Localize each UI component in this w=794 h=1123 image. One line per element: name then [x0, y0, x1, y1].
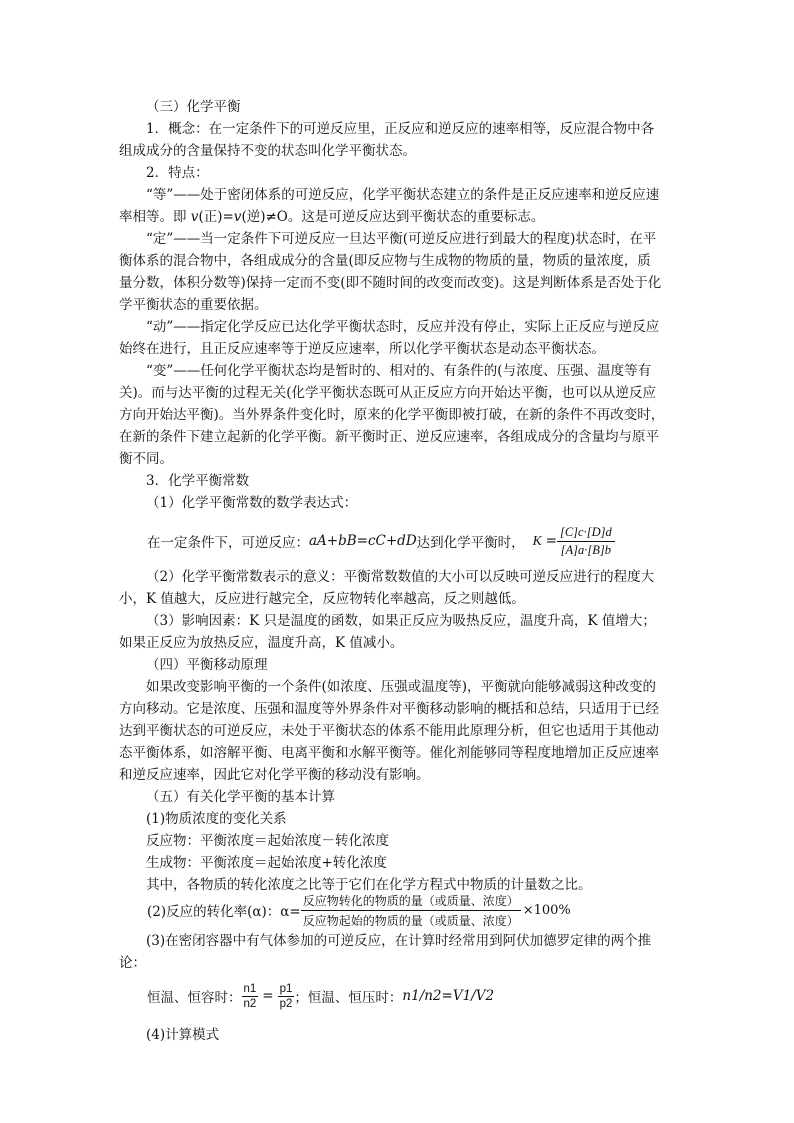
calc3-line-2: 论： — [119, 955, 146, 971]
p-ratio-fraction — [278, 983, 295, 1010]
k-expression-row — [119, 518, 675, 564]
text-segment: (正)= — [198, 209, 234, 225]
feature-bian-line-1: “变”——任何化学平衡状态均是暂时的、相对的、有条件的(与浓度、压强、温度等有 — [146, 363, 652, 379]
calc1-reactant: 反应物：平衡浓度＝起始浓度－转化浓度 — [146, 833, 389, 849]
k2-line-2: 小，K 值越大，反应进行越完全，反应物转化率越高，反之则越低。 — [119, 591, 525, 607]
equals-sign: = — [262, 988, 274, 1004]
k-expression-suffix: 达到化学平衡时， — [416, 535, 525, 551]
spacer — [119, 1016, 675, 1024]
feature-ding-line-2: 衡体系的混合物中，各组成成分的含量(即反应物与生成物的物质的量，物质的量浓度，质 — [119, 253, 651, 269]
law-const-tp-relation: n1/n2=V1/V2 — [402, 988, 495, 1004]
feature-bian-line-2: 关)。而与达平衡的过程无关(化学平衡状态既可从正反应方向开始达平衡，也可以从逆反应 — [119, 385, 657, 401]
section-title-shift-principle: （四）平衡移动原理 — [146, 657, 268, 673]
feature-dong-line-1: “动”——指定化学反应已达化学平衡状态时，反应并没有停止，实际上正反应与逆反应 — [146, 319, 660, 335]
document-body — [119, 96, 675, 1046]
n-ratio-denominator: n2 — [243, 997, 257, 1010]
velocity-symbol: v — [233, 209, 242, 225]
conversion-rate-prefix: (2)反应的转化率(α)：α= — [147, 904, 301, 920]
le-chatelier-line-3: 达到平衡状态的可逆反应，未处于平衡状态的体系不能用此原理分析，但它也适用于其他动 — [119, 723, 659, 739]
avogadro-law-row — [119, 976, 675, 1016]
feature-ding-line-4: 学平衡状态的重要依据。 — [119, 297, 268, 313]
k-denominator: [A]a·[B]b — [560, 542, 612, 557]
equals-sign: = — [545, 533, 557, 549]
le-chatelier-line-5: 和逆反应速率，因此它对化学平衡的移动没有影响。 — [119, 767, 430, 783]
concept-line-1: 1．概念：在一定条件下的可逆反应里，正反应和逆反应的速率相等，反应混合物中各 — [146, 121, 655, 137]
k-expression-prefix: 在一定条件下，可逆反应： — [147, 535, 309, 551]
calc1-product: 生成物：平衡浓度＝起始浓度+转化浓度 — [146, 855, 387, 871]
k-section-title: 3．化学平衡常数 — [146, 473, 250, 489]
feature-deng-line-1: “等”——处于密闭体系的可逆反应，化学平衡状态建立的条件是正反应速率和逆反应速 — [146, 187, 660, 203]
feature-ding-line-1: “定”——当一定条件下可逆反应一旦达平衡(可逆反应进行到最大的程度)状态时，在平 — [146, 231, 657, 247]
features-title: 2．特点： — [146, 165, 209, 181]
feature-bian-line-5: 衡不同。 — [119, 451, 173, 467]
k-symbol: K — [532, 533, 542, 548]
calc4-title: (4)计算模式 — [146, 1027, 220, 1043]
feature-bian-line-3: 方向开始达平衡)。当外界条件变化时，原来的化学平衡即被打破，在新的条件不再改变时， — [119, 407, 665, 423]
feature-ding-line-3: 量分数，体积分数等)保持一定而不变(即不随时间的改变而改变)。这是判断体系是否处于化 — [119, 275, 662, 291]
conversion-rate-denominator: 反应物起始的物质的量（或质量、浓度） — [302, 913, 519, 928]
conversion-rate-row — [119, 893, 675, 928]
n-ratio-numerator: n1 — [243, 982, 257, 995]
feature-bian-line-4: 在新的条件下建立起新的化学平衡。新平衡时正、逆反应速率，各组成成分的含量均与原平 — [119, 429, 659, 445]
reaction-equation — [309, 533, 417, 549]
text-segment: 率相等。即 — [119, 209, 191, 225]
p-ratio-denominator: p2 — [279, 997, 293, 1010]
text-segment: (逆)≠O。这是可逆反应达到平衡状态的重要标志。 — [241, 209, 545, 225]
le-chatelier-line-2: 方向移动。它是浓度、压强和温度等外界条件对平衡移动影响的概括和总结，只适用于已经 — [119, 701, 659, 717]
law-separator: ；恒温、恒压时： — [294, 990, 403, 1006]
section-title-equilibrium: （三）化学平衡 — [146, 99, 241, 115]
n-ratio-fraction — [242, 983, 259, 1010]
concept-line-2: 组成成分的含量保持不变的状态叫化学平衡状态。 — [119, 143, 416, 159]
conversion-rate-fraction — [301, 892, 521, 929]
k-fraction — [557, 525, 615, 558]
feature-deng-line-2 — [119, 206, 675, 228]
section-title-calculation: （五）有关化学平衡的基本计算 — [146, 789, 335, 805]
feature-dong-line-2: 始终在进行，且正反应速率等于逆反应速率，所以化学平衡状态是动态平衡状态。 — [119, 341, 605, 357]
k2-line-1: （2）化学平衡常数表示的意义：平衡常数数值的大小可以反映可逆反应进行的程度大 — [146, 569, 655, 585]
velocity-symbol: v — [190, 209, 199, 225]
le-chatelier-line-1: 如果改变影响平衡的一个条件(如浓度、压强或温度等)，平衡就向能够减弱这种改变的 — [146, 679, 657, 695]
conversion-rate-numerator: 反应物转化的物质的量（或质量、浓度） — [301, 892, 521, 911]
k3-line-1: （3）影响因素：K 只是温度的函数，如果正反应为吸热反应，温度升高，K 值增大； — [146, 613, 656, 629]
p-ratio-numerator: p1 — [279, 982, 293, 995]
calc3-line-1: (3)在密闭容器中有气体参加的可逆反应，在计算时经常用到阿伏加德罗定律的两个推 — [146, 933, 652, 949]
k-numerator: [C]c·[D]d — [557, 525, 615, 542]
reaction-equation-text: aA+bB=cC+dD — [309, 533, 417, 549]
le-chatelier-line-4: 态平衡体系，如溶解平衡、电离平衡和水解平衡等。催化剂能够同等程度地增加正反应速率 — [119, 745, 659, 761]
law-const-vt-label: 恒温、恒容时： — [147, 990, 242, 1006]
k3-line-2: 如果正反应为放热反应，温度升高，K 值减小。 — [119, 635, 404, 651]
conversion-rate-suffix: ×100% — [522, 902, 571, 918]
calc1-title: (1)物质浓度的变化关系 — [146, 811, 287, 827]
calc1-note: 其中，各物质的转化浓度之比等于它们在化学方程式中物质的计量数之比。 — [146, 877, 592, 893]
k1-title: （1）化学平衡常数的数学表达式： — [146, 495, 358, 511]
